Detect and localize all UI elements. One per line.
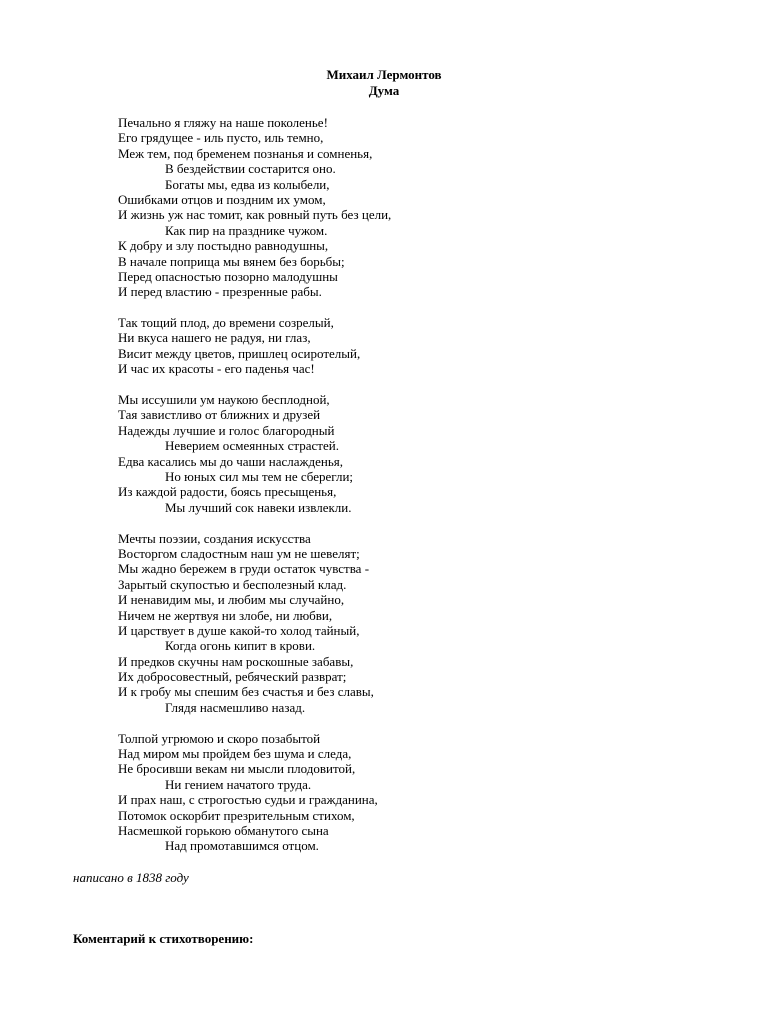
poem-line: Его грядущее - иль пусто, иль темно, [118,130,324,146]
poem-stanza [118,731,678,854]
poem-line: Мы лучший сок навеки извлекли. [165,499,352,515]
poem-line: И к гробу мы спешим без счастья и без славы, [118,684,374,700]
poem-line: Из каждой радости, боясь пресыщенья, [118,484,337,500]
poem-line: Не бросивши векам ни мысли плодовитой, [118,761,356,777]
poem-line: Ничем не жертвуя ни злобе, ни любви, [118,607,333,623]
poem-line: Висит между цветов, пришлец осиротелый, [118,345,361,361]
poem-line: Перед опасностью позорно малодушны [118,268,338,284]
poem-line: И прах наш, с строгостью судьи и гражданина, [118,792,378,808]
poem-title: Дума [368,83,400,98]
poem-line: Над промотавшимся отцом. [165,838,319,854]
poem-line: К добру и злу постыдно равнодушны, [118,238,329,254]
poem-line: Мы иссушили ум наукою бесплодной, [118,392,330,408]
poem-line: Надежды лучшие и голос благородный [118,422,335,438]
poem-line: И час их красоты - его паденья час! [118,361,315,377]
poem-line: Восторгом сладостным наш ум не шевелят; [118,545,360,561]
poem-line: И предков скучны нам роскошные забавы, [118,653,354,669]
poem-line: Ошибками отцов и поздним их умом, [118,191,326,207]
poem-line: В начале поприща мы вянем без борьбы; [118,253,345,269]
poem-stanza [118,392,678,515]
poem-line: Печально я гляжу на наше поколенье! [118,115,328,130]
poem-line: Так тощий плод, до времени созрелый, [118,315,334,331]
poem-line: Мы жадно бережем в груди остаток чувства - [118,561,370,577]
poem-line: Над миром мы пройдем без шума и следа, [118,746,352,762]
poem-line: И царствует в душе какой-то холод тайный, [118,622,360,638]
poem-line: Ни вкуса нашего не радуя, ни глаз, [118,330,311,346]
poem-body [118,115,678,869]
poem-line: Потомок оскорбит презрительным стихом, [118,807,355,823]
poem-line: Едва касались мы до чаши наслажденья, [118,453,343,469]
date-note: написано в 1838 году [73,870,189,885]
poem-line: Меж тем, под бременем познанья и сомненья, [118,145,373,161]
poem-line: Как пир на празднике чужом. [165,222,328,238]
poem-line: Тая завистливо от ближних и друзей [118,407,321,423]
poem-line: Мечты поэзии, создания искусства [118,530,311,546]
poem-line: Зарытый скупостью и бесполезный клад. [118,576,347,592]
poem-line: Когда огонь кипит в крови. [165,638,316,654]
comment-heading: Коментарий к стихотворению: [73,931,254,946]
poem-author: Михаил Лермонтов [326,67,442,82]
poem-line: Богаты мы, едва из колыбели, [165,176,330,192]
poem-line: Их добросовестный, ребяческий разврат; [118,669,347,685]
poem-stanza [118,531,678,716]
poem-line: И ненавидим мы, и любим мы случайно, [118,592,345,608]
poem-stanza [118,315,678,377]
poem-line: Толпой угрюмою и скоро позабытой [118,730,321,746]
poem-line: Ни гением начатого труда. [165,776,312,792]
poem-line: Насмешкой горькою обманутого сына [118,822,329,838]
poem-line: Неверием осмеянных страстей. [165,438,339,454]
poem-line: Но юных сил мы тем не сберегли; [165,468,354,484]
poem-line: И перед властию - презренные рабы. [118,284,322,300]
poem-stanza [118,115,678,300]
poem-line: Глядя насмешливо назад. [165,699,306,715]
poem-line: В бездействии состарится оно. [165,161,336,177]
poem-line: И жизнь уж нас томит, как ровный путь без цели, [118,207,392,223]
